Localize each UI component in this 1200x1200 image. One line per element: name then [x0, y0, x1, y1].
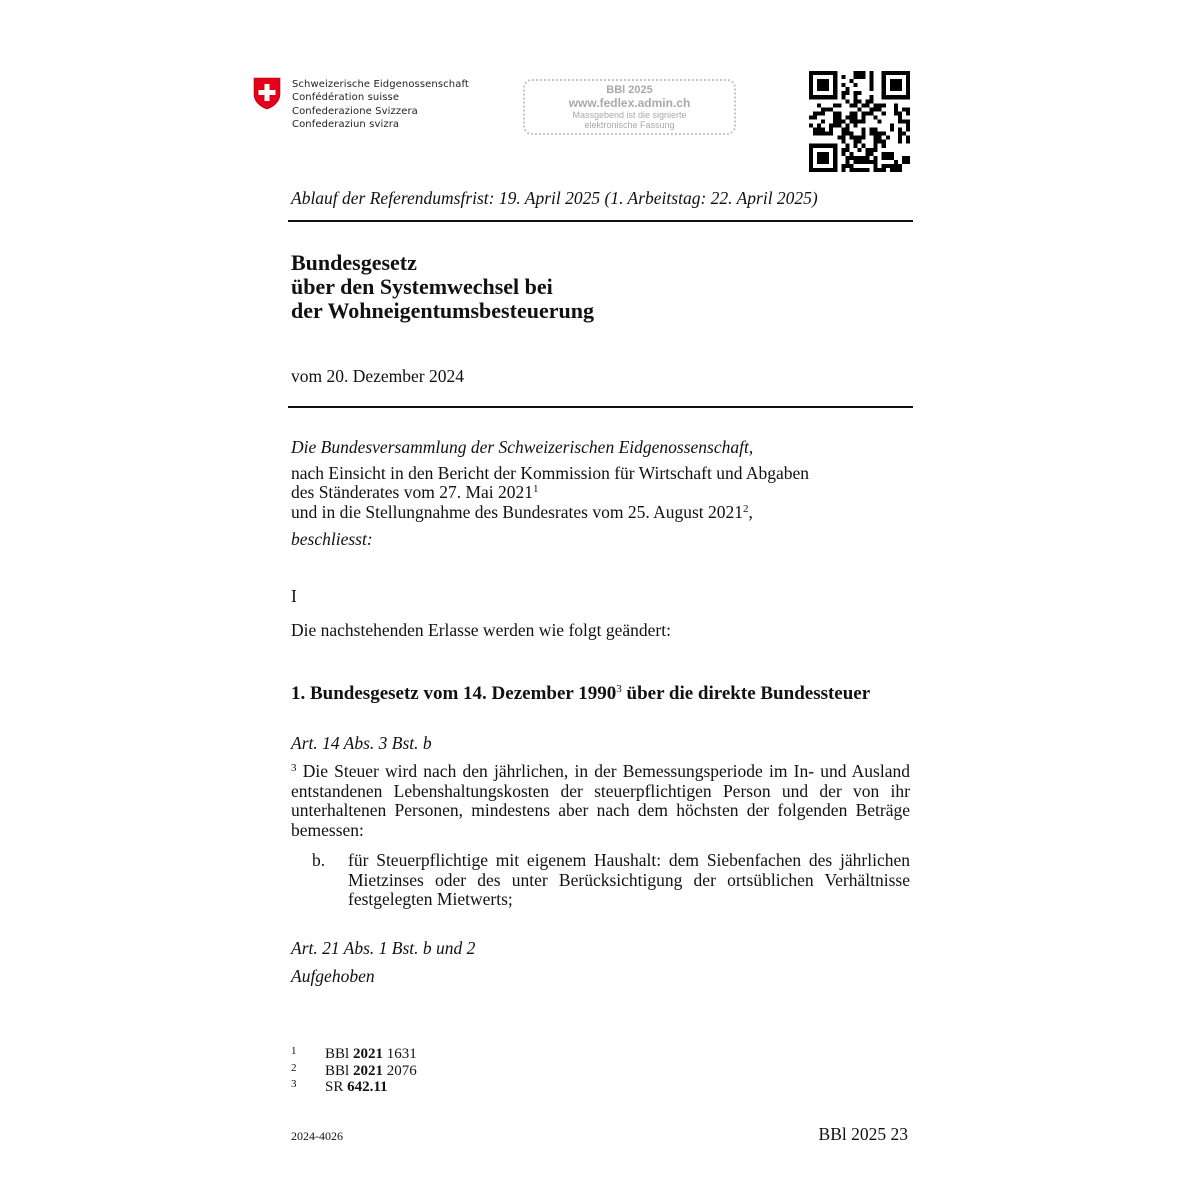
stamp-line-3: Massgebend ist die signierte	[572, 110, 687, 120]
page-reference: BBl 2025 23	[818, 1124, 908, 1144]
confederation-line-it: Confederazione Svizzera	[292, 105, 418, 117]
act-title-line-1: Bundesgesetz	[291, 250, 417, 275]
section-heading-post: über die direkte Bundessteuer	[621, 683, 871, 704]
footnote-bold: 642.11	[347, 1079, 388, 1095]
article-14-paragraph	[291, 762, 910, 840]
section-heading-pre: 1. Bundesgesetz vom 14. Dezember 1990	[291, 683, 617, 704]
footnote-number: 3	[291, 1078, 297, 1090]
footnote-bold: 2021	[352, 1046, 383, 1062]
footnote-ref: 2	[743, 503, 749, 515]
list-item-letter: b.	[312, 850, 326, 870]
article-14-paragraph-text: Die Steuer wird nach den jährlichen, in der Bemessungsperiode im In- und Ausland entstandenen Lebenshaltungskosten der steuerpflichtigen Person und der von ihr unterhaltenen Personen, mindestens aber nach dem höchsten der folgenden Beträge bemessen:	[291, 761, 910, 840]
preamble-line-2	[291, 483, 539, 502]
section-heading	[291, 683, 870, 705]
article-14-label: Art. 14 Abs. 3 Bst. b	[291, 733, 432, 753]
footnote-suffix: 1631	[382, 1046, 417, 1062]
document-number: 2024-4026	[291, 1129, 343, 1143]
footnote-number: 2	[291, 1061, 297, 1074]
preamble-line-3-end: ,	[748, 502, 753, 522]
footnote-prefix: BBl	[325, 1046, 353, 1062]
qr-code-icon	[809, 71, 910, 172]
preamble-decides: beschliesst:	[291, 529, 373, 549]
confederation-line-de: Schweizerische Eidgenossenschaft	[292, 79, 469, 90]
official-publication-stamp	[523, 79, 736, 135]
preamble-line-3-text: und in die Stellungnahme des Bundesrates vom 25. August 2021	[291, 502, 744, 522]
act-title-line-2: über den Systemwechsel bei	[291, 274, 553, 299]
preamble-line-3	[291, 503, 753, 522]
confederation-name-block	[292, 78, 469, 131]
preamble-line-1: nach Einsicht in den Bericht der Kommission für Wirtschaft und Abgaben	[291, 463, 810, 483]
list-item-text: für Steuerpflichtige mit eigenem Haushalt: dem Siebenfachen des jährlichen Mietzinses oder des unter Berücksichtigung der ortsüblichen Verhältnisse festgelegten Mietwerts;	[348, 850, 910, 909]
swiss-cross-shield-icon	[253, 77, 281, 110]
footnote-suffix: 2076	[382, 1062, 417, 1079]
act-date: vom 20. Dezember 2024	[291, 366, 465, 386]
referendum-deadline-note: Ablauf der Referendumsfrist: 19. April 2025 (1. Arbeitstag: 22. April 2025)	[291, 188, 818, 208]
preamble-line-2-text: des Ständerates vom 27. Mai 2021	[291, 482, 534, 502]
stamp-line-4: elektronische Fassung	[584, 120, 675, 130]
article-21-label: Art. 21 Abs. 1 Bst. b und 2	[291, 938, 476, 958]
stamp-line-2: www.fedlex.admin.ch	[568, 96, 691, 110]
paragraph-number: 3	[291, 762, 297, 774]
part-numeral: I	[291, 586, 297, 606]
footnote-ref: 3	[616, 683, 622, 695]
horizontal-rule	[288, 220, 913, 222]
preamble-assembly: Die Bundesversammlung der Schweizerischen Eidgenossenschaft,	[291, 437, 754, 457]
confederation-line-rm: Confederaziun svizra	[292, 118, 400, 130]
article-21-status: Aufgehoben	[291, 966, 375, 986]
footnote-number: 1	[291, 1045, 297, 1057]
stamp-line-1: BBl 2025	[606, 84, 653, 96]
act-title	[291, 251, 594, 323]
act-title-line-3: der Wohneigentumsbesteuerung	[291, 298, 594, 323]
footnote-prefix: SR	[325, 1079, 348, 1095]
footnote-bold: 2021	[352, 1062, 383, 1079]
horizontal-rule	[288, 406, 913, 408]
part-intro: Die nachstehenden Erlasse werden wie folgt geändert:	[291, 620, 671, 640]
footnote-ref: 1	[533, 483, 539, 495]
confederation-line-fr: Confédération suisse	[292, 92, 400, 104]
footnote-prefix: BBl	[325, 1062, 353, 1079]
